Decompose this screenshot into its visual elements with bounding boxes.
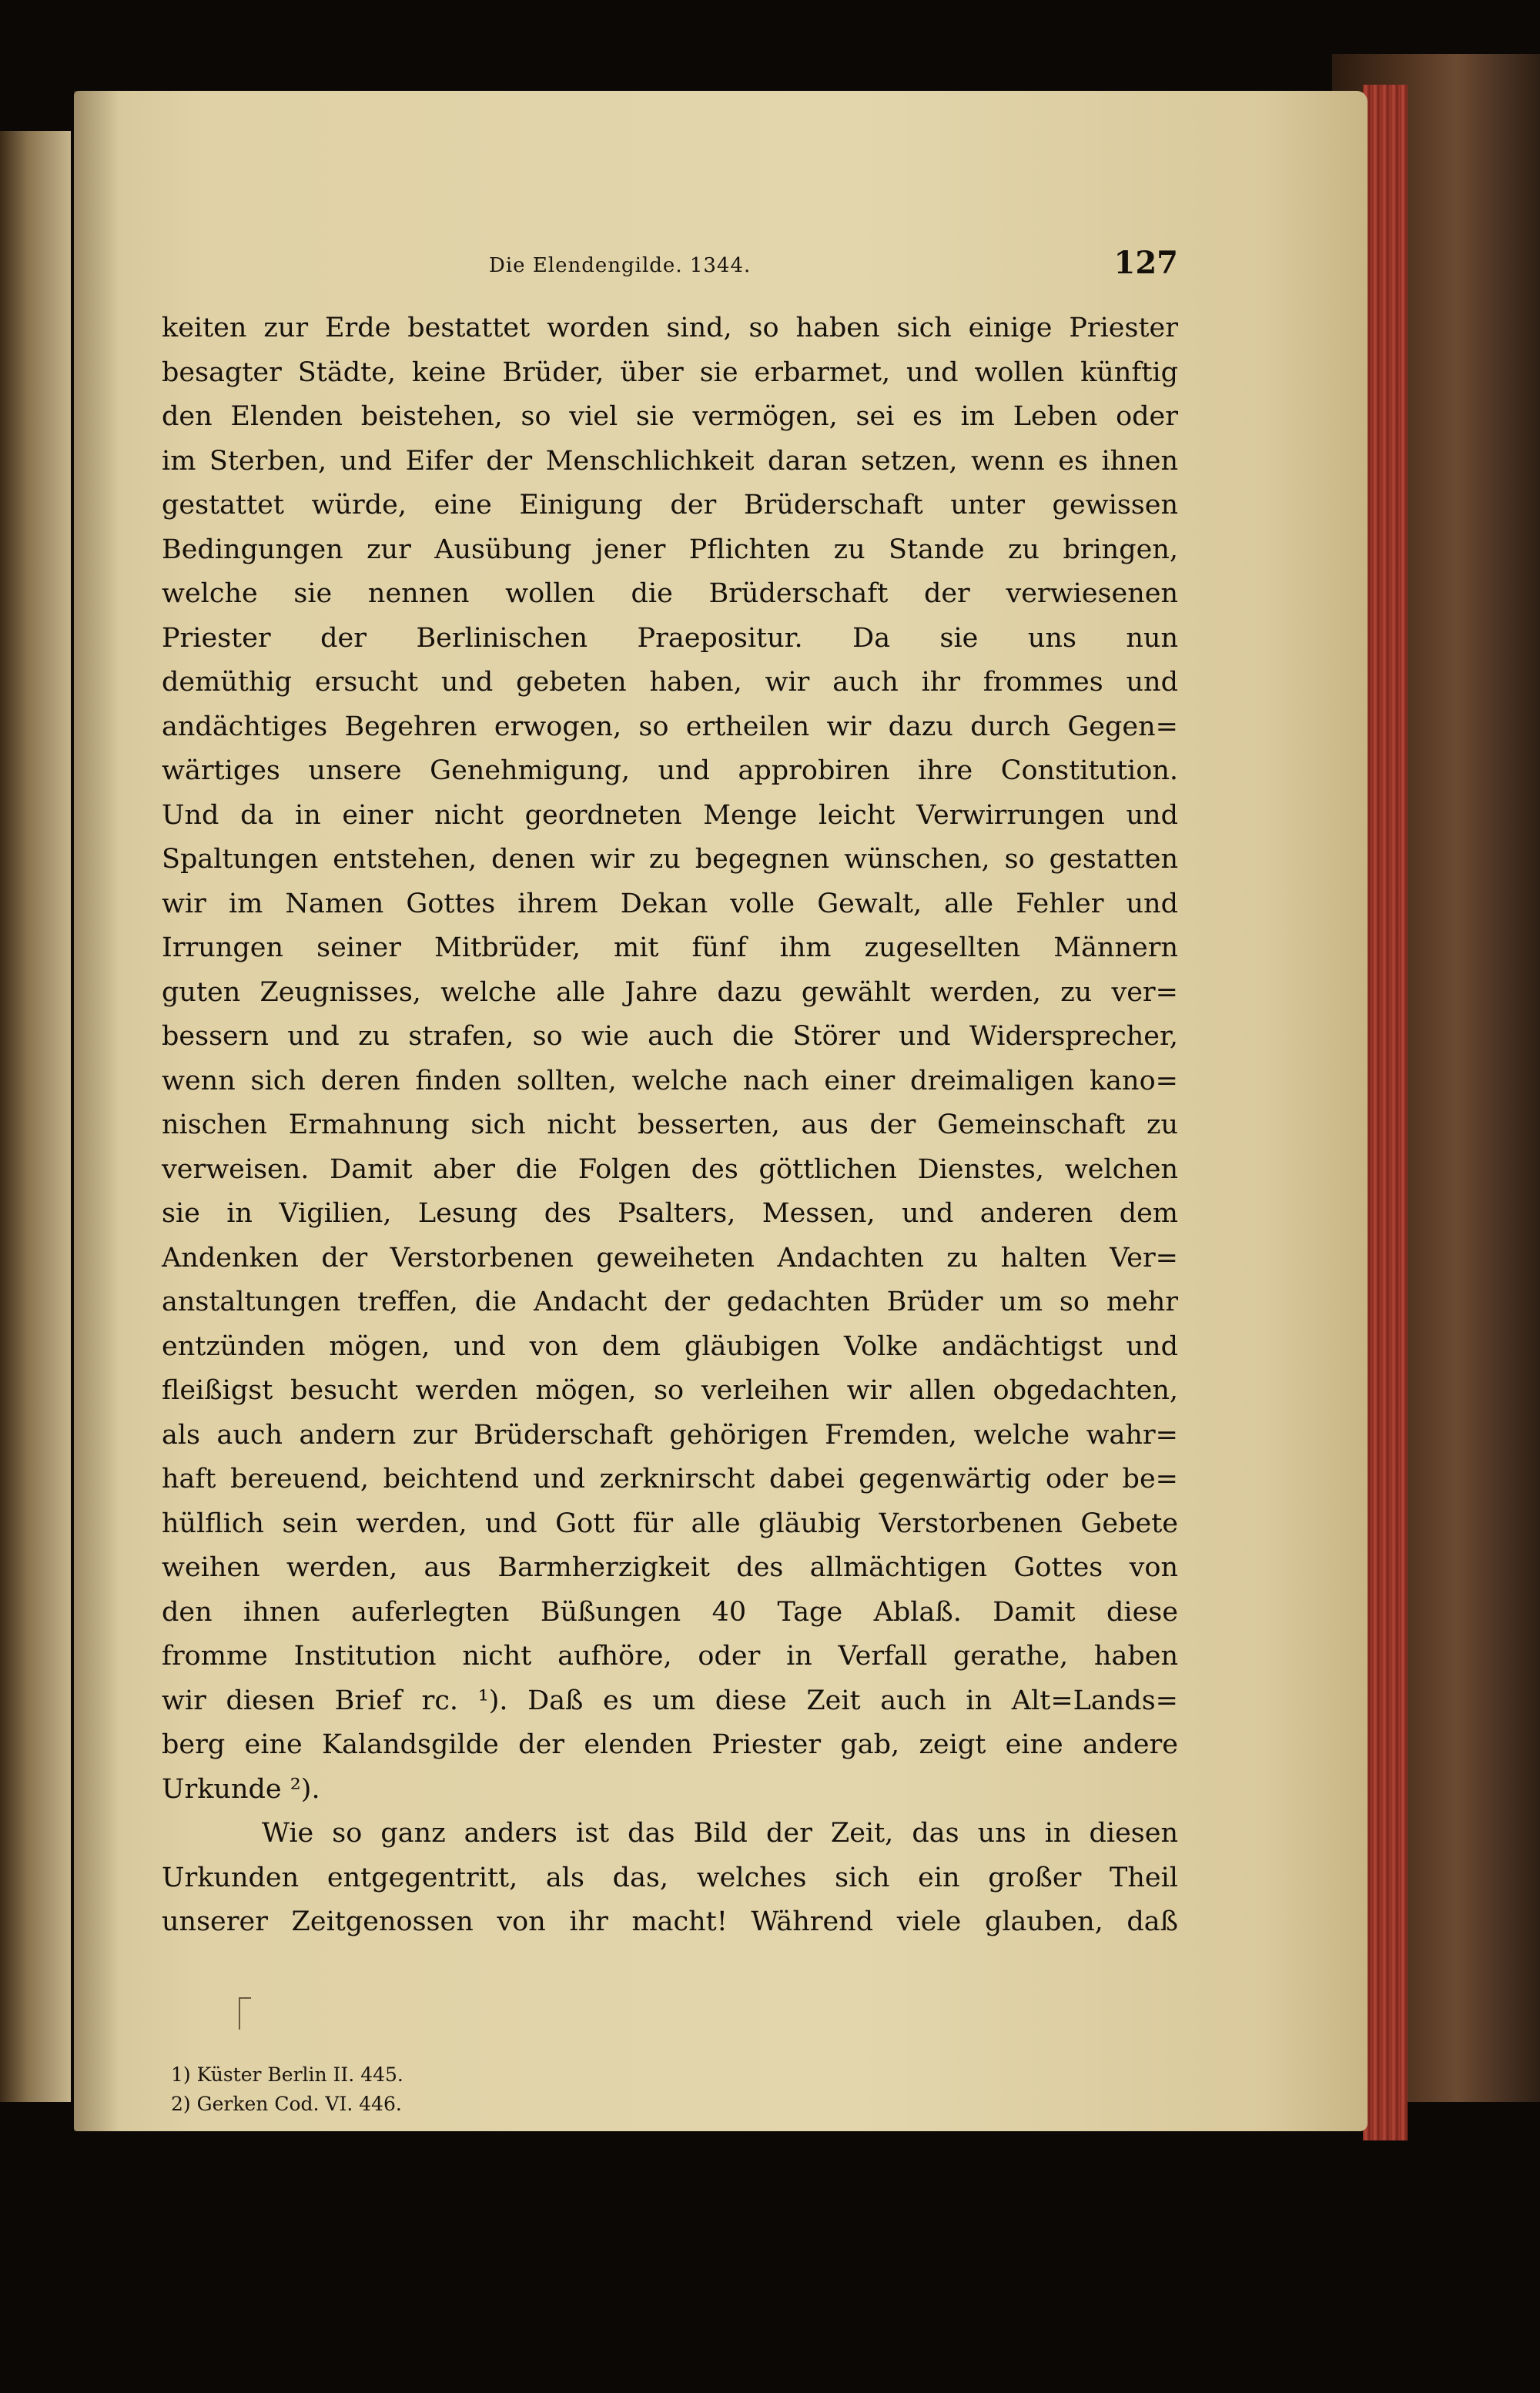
footnote-2: 2) Gerken Cod. VI. 446.	[171, 2093, 402, 2115]
text-line: keiten zur Erde bestattet worden sind, so haben sich einige Priester	[162, 313, 1178, 343]
text-line: weihen werden, aus Barmherzigkeit des allmächtigen Gottes von	[162, 1552, 1178, 1583]
text-line: unserer Zeitgenossen von ihr macht! Während viele glauben, daß	[162, 1906, 1178, 1937]
text-line: wenn sich deren finden sollten, welche nach einer dreimaligen kano=	[162, 1065, 1178, 1096]
text-line: anstaltungen treffen, die Andacht der gedachten Brüder um so mehr	[162, 1287, 1178, 1317]
text-line: als auch andern zur Brüderschaft gehörigen Fremden, welche wahr=	[162, 1419, 1178, 1451]
body-text	[162, 306, 1178, 1945]
text-line: sie in Vigilien, Lesung des Psalters, Messen, und anderen dem	[162, 1198, 1178, 1229]
text-line: wir diesen Brief rc. ¹). Daß es um diese Zeit auch in Alt=Lands=	[162, 1685, 1178, 1716]
text-line: den Elenden beistehen, so viel sie vermögen, sei es im Leben oder	[162, 401, 1178, 432]
text-line: Urkunden entgegentritt, als das, welches sich ein großer Theil	[162, 1862, 1178, 1893]
text-line: besagter Städte, keine Brüder, über sie erbarmet, und wollen künftig	[162, 356, 1178, 388]
text-line: den ihnen auferlegten Büßungen 40 Tage Ablaß. Damit diese	[162, 1596, 1178, 1628]
text-line: im Sterben, und Eifer der Menschlichkeit daran setzen, wenn es ihnen	[162, 445, 1178, 477]
page-number: 127	[1113, 245, 1178, 281]
page-header	[162, 245, 1178, 291]
gutter-shadow	[74, 91, 120, 2131]
facing-page-edge	[0, 131, 71, 2102]
text-line: fleißigst besucht werden mögen, so verleihen wir allen obgedachten,	[162, 1375, 1178, 1406]
text-line: berg eine Kalandsgilde der elenden Priester gab, zeigt eine andere	[162, 1729, 1178, 1760]
text-line: Priester der Berlinischen Praepositur. Da sie uns nun	[162, 622, 1178, 654]
text-line: Spaltungen entstehen, denen wir zu begegnen wünschen, so gestatten	[162, 844, 1178, 875]
text-line: andächtiges Begehren erwogen, so ertheilen wir dazu durch Gegen=	[162, 711, 1178, 742]
text-line: Urkunde ²).	[162, 1773, 320, 1805]
text-line: haft bereuend, beichtend und zerknirscht dabei gegenwärtig oder be=	[162, 1464, 1178, 1494]
paragraph-start-line: Wie so ganz anders ist das Bild der Zeit, das uns in diesen	[262, 1818, 1178, 1849]
text-line: Bedingungen zur Ausübung jener Pflichten zu Stande zu bringen,	[162, 534, 1178, 565]
page-block-edge	[1363, 85, 1408, 2140]
running-head: Die Elendengilde. 1344.	[489, 254, 752, 277]
text-line: Andenken der Verstorbenen geweiheten Andachten zu halten Ver=	[162, 1242, 1178, 1273]
text-line: guten Zeugnisses, welche alle Jahre dazu gewählt werden, zu ver=	[162, 976, 1178, 1008]
text-line: verweisen. Damit aber die Folgen des göttlichen Dienstes, welchen	[162, 1153, 1178, 1185]
text-line: wärtiges unsere Genehmigung, und approbiren ihre Constitution.	[162, 755, 1178, 786]
text-line: demüthig ersucht und gebeten haben, wir auch ihr frommes und	[162, 667, 1178, 698]
text-line: bessern und zu strafen, so wie auch die Störer und Widersprecher,	[162, 1021, 1178, 1052]
text-line: Irrungen seiner Mitbrüder, mit fünf ihm zugesellten Männern	[162, 932, 1178, 963]
text-line: Und da in einer nicht geordneten Menge leicht Verwirrungen und	[162, 799, 1178, 831]
text-line: hülflich sein werden, und Gott für alle gläubig Verstorbenen Gebete	[162, 1508, 1178, 1539]
text-line: welche sie nennen wollen die Brüderschaft der verwiesenen	[162, 578, 1178, 609]
text-line: entzünden mögen, und von dem gläubigen Volke andächtigst und	[162, 1330, 1178, 1362]
text-line: gestattet würde, eine Einigung der Brüderschaft unter gewissen	[162, 490, 1178, 520]
text-line: fromme Institution nicht aufhöre, oder in Verfall gerathe, haben	[162, 1641, 1178, 1672]
text-line: wir im Namen Gottes ihrem Dekan volle Gewalt, alle Fehler und	[162, 888, 1178, 919]
footnote-rule	[239, 1997, 251, 2030]
text-line: nischen Ermahnung sich nicht besserten, aus der Gemeinschaft zu	[162, 1109, 1178, 1140]
footnote-1: 1) Küster Berlin II. 445.	[171, 2063, 403, 2086]
footnotes	[171, 2060, 864, 2119]
